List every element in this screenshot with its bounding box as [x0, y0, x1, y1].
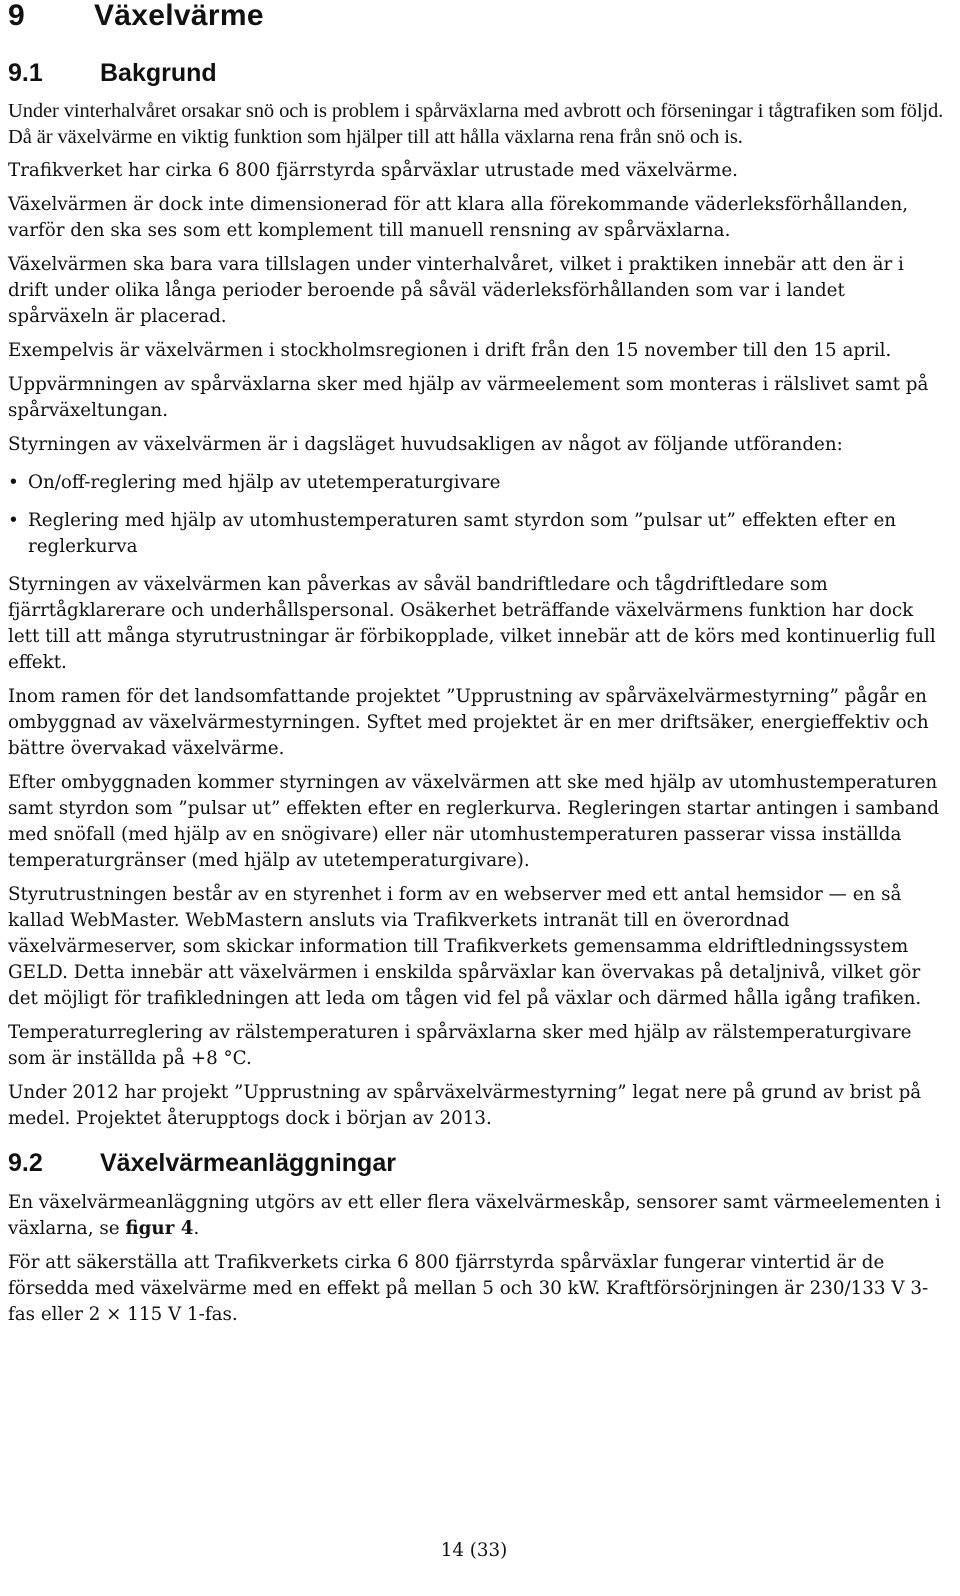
figure-reference-link[interactable]: figur 4 — [125, 1218, 194, 1239]
paragraph — [8, 1190, 948, 1242]
list-item-text: Reglering med hjälp av utomhustemperaturen samt styrdon som ”pulsar ut” effekten efter en reglerkurva — [28, 510, 897, 557]
section-heading-bakgrund — [8, 58, 948, 88]
bullet-icon: • — [8, 510, 19, 531]
paragraph: Styrningen av växelvärmen är i dagsläget huvudsakligen av något av följande utföranden: — [8, 434, 843, 455]
paragraph-text: En växelvärmeanläggning utgörs av ett eller flera växelvärmeskåp, sensorer samt värmeelementen i växlarna, se — [8, 1192, 941, 1239]
paragraph: Efter ombyggnaden kommer styrningen av växelvärmen att ske med hjälp av utomhustemperaturen samt styrdon som ”pulsar ut” effekten efter en reglerkurva. Regleringen startar antingen i samband med snöfall (med hjälp av en snögivare) eller när utomhustemperaturen passerar vissa inställda temperaturgränser (med hjälp av utetemperaturgivare). — [8, 772, 940, 871]
document-page — [8, 0, 948, 1336]
chapter-title: Växelvärme — [94, 0, 264, 32]
paragraph: Styrutrustningen består av en styrenhet i form av en webserver med ett antal hemsidor — en så kallad WebMaster. WebMastern ansluts via Trafikverkets intranät till en överordnad växelvärmeserver, som skickar information till Trafikverkets gemensamma eldriftledningssystem GELD. Detta innebär att växelvärmen i enskilda spårväxlar kan övervakas på detaljnivå, vilket gör det möjligt för trafikledningen att leda om tågen vid fel på växlar och därmed hålla igång trafiken. — [8, 884, 922, 1009]
chapter-heading — [8, 0, 948, 32]
list-item — [8, 470, 948, 496]
chapter-number: 9 — [8, 0, 25, 32]
section-number: 9.2 — [8, 1149, 43, 1177]
list-item-text: On/off-reglering med hjälp av utetemperaturgivare — [28, 472, 501, 493]
page-number: 14 (33) — [440, 1540, 508, 1561]
paragraph: Under 2012 har projekt ”Upprustning av spårväxelvärmestyrning” legat nere på grund av brist på medel. Projektet återupptogs dock i början av 2013. — [8, 1082, 922, 1129]
section-title: Bakgrund — [100, 59, 217, 87]
paragraph: Växelvärmen ska bara vara tillslagen under vinterhalvåret, vilket i praktiken innebär att den är i drift under olika långa perioder beroende på såväl väderleksförhållanden som var i landet spårväxeln är placerad. — [8, 254, 904, 327]
paragraph: Exempelvis är växelvärmen i stockholmsregionen i drift från den 15 november till den 15 april. — [8, 340, 892, 361]
section-number: 9.1 — [8, 59, 43, 87]
paragraph: Växelvärmen är dock inte dimensionerad för att klara alla förekommande väderleksförhållanden, varför den ska ses som ett komplement till manuell rensning av spårväxlarna. — [8, 194, 909, 241]
paragraph: Styrningen av växelvärmen kan påverkas av såväl bandriftledare och tågdriftledare som fjärrtågklarerare och underhållspersonal. Osäkerhet beträffande växelvärmens funktion har dock lett till att många styrutrustningar är förbikopplade, vilket innebär att de körs med kontinuerlig full effekt. — [8, 574, 936, 673]
paragraph-text: . — [193, 1218, 200, 1239]
paragraph: Trafikverket har cirka 6 800 fjärrstyrda spårväxlar utrustade med växelvärme. — [8, 160, 738, 181]
paragraph: Inom ramen för det landsomfattande projektet ”Upprustning av spårväxelvärmestyrning” pågår en ombyggnad av växelvärmestyrningen. Syftet med projektet är en mer driftsäker, energieffektiv och bättre övervakad växelvärme. — [8, 686, 929, 759]
intro-paragraph: Under vinterhalvåret orsakar snö och is problem i spårväxlarna med avbrott och förseningar i tågtrafiken som följd. Då är växelvärme en viktig funktion som hjälper till att hålla växlarna rena från snö och is. — [8, 100, 944, 148]
bullet-icon: • — [8, 472, 19, 493]
list-item — [8, 508, 948, 560]
paragraph: För att säkerställa att Trafikverkets cirka 6 800 fjärrstyrda spårväxlar fungerar vintertid är de försedda med växelvärme med en effekt på mellan 5 och 30 kW. Kraftförsörjningen är 230/133 V 3-fas eller 2 × 115 V 1-fas. — [8, 1252, 929, 1325]
bullet-list — [8, 470, 948, 560]
section-heading-vaxelvarmeanlaggningar — [8, 1148, 948, 1178]
section-title: Växelvärmeanläggningar — [100, 1149, 396, 1177]
paragraph: Uppvärmningen av spårväxlarna sker med hjälp av värmeelement som monteras i rälslivet samt på spårväxeltungan. — [8, 374, 929, 421]
paragraph: Temperaturreglering av rälstemperaturen i spårväxlarna sker med hjälp av rälstemperaturgivare som är inställda på +8 °C. — [8, 1022, 912, 1069]
